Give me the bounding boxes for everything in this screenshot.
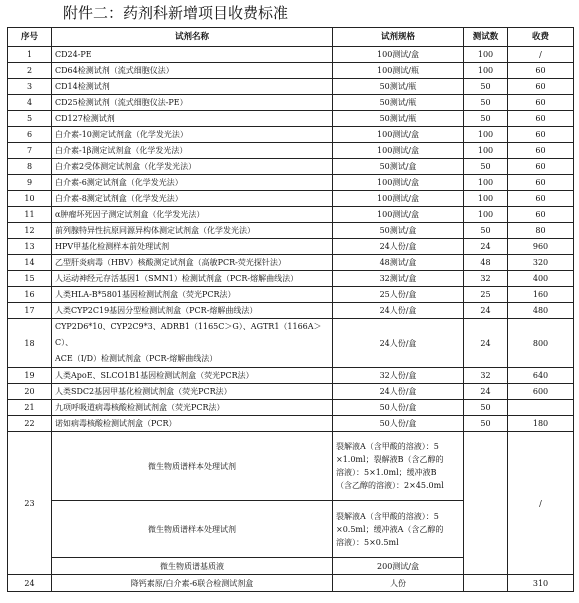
row-number: 16 [8, 287, 52, 303]
row-number: 24 [8, 575, 52, 592]
reagent-name: 人类ApoE、SLCO1B1基因检测试剂盒（荧光PCR法） [52, 368, 333, 384]
test-count: 100 [464, 47, 508, 63]
fee-value: 60 [508, 175, 574, 191]
fee-value: 60 [508, 79, 574, 95]
fee-value: 60 [508, 191, 574, 207]
table-row [8, 223, 574, 239]
reagent-name: 人类HLA-B*5801基因检测试剂盒（荧光PCR法） [52, 287, 333, 303]
reagent-name [52, 319, 333, 368]
reagent-spec-line: ×1.0ml；裂解液B（含乙醇的 [336, 455, 444, 464]
fee-value: / [508, 432, 574, 575]
test-count: 50 [464, 223, 508, 239]
reagent-spec [333, 432, 464, 501]
row-number: 7 [8, 143, 52, 159]
table-row [8, 416, 574, 432]
reagent-spec-line: 裂解液A（含甲酸的溶液）：5 [336, 511, 439, 521]
fee-value: 60 [508, 143, 574, 159]
reagent-name: 白介素-1β测定试剂盒（化学发光法） [52, 143, 333, 159]
reagent-spec-line: 200测试/盒 [377, 561, 419, 571]
test-count: 100 [464, 127, 508, 143]
test-count: 50 [464, 400, 508, 416]
reagent-name: CD14检测试剂 [52, 79, 333, 95]
row-number: 22 [8, 416, 52, 432]
reagent-spec-line: 溶液）：5×0.5ml [336, 537, 399, 547]
table-row [8, 368, 574, 384]
row-number: 14 [8, 255, 52, 271]
test-count: 24 [464, 384, 508, 400]
test-count: 100 [464, 191, 508, 207]
reagent-name: 微生物质谱样本处理试剂 [52, 432, 333, 501]
fee-value: 80 [508, 223, 574, 239]
table-row [8, 79, 574, 95]
reagent-name: CD64检测试剂（流式细胞仪法） [52, 63, 333, 79]
row-number: 2 [8, 63, 52, 79]
table-row [8, 239, 574, 255]
reagent-spec-line: 溶液）：5×1.0ml；缓冲液B [336, 468, 437, 477]
reagent-spec: 50测试/瓶 [333, 111, 464, 127]
test-count [464, 575, 508, 592]
reagent-name: 微生物质谱样本处理试剂 [52, 501, 333, 558]
reagent-name: CD25检测试剂（流式细胞仪法-PE） [52, 95, 333, 111]
test-count: 100 [464, 175, 508, 191]
table-row [8, 95, 574, 111]
fee-value: / [508, 47, 574, 63]
reagent-spec: 100测试/盒 [333, 175, 464, 191]
table-row [8, 303, 574, 319]
row-number: 20 [8, 384, 52, 400]
reagent-spec: 50人份/盒 [333, 416, 464, 432]
test-count: 50 [464, 416, 508, 432]
row-number: 9 [8, 175, 52, 191]
fee-value: 960 [508, 239, 574, 255]
fee-value: 640 [508, 368, 574, 384]
header-name: 试剂名称 [52, 28, 333, 47]
table-row [8, 400, 574, 416]
test-count: 50 [464, 111, 508, 127]
test-count: 48 [464, 255, 508, 271]
row-number: 13 [8, 239, 52, 255]
table-row [8, 432, 574, 501]
reagent-spec: 24人份/盒 [333, 319, 464, 368]
test-count: 50 [464, 159, 508, 175]
reagent-name: 九项呼吸道病毒核酸检测试剂盒（荧光PCR法） [52, 400, 333, 416]
row-number: 17 [8, 303, 52, 319]
table-row [8, 255, 574, 271]
table-row [8, 159, 574, 175]
reagent-name: 前列腺特异性抗原同源异构体测定试剂盒（化学发光法） [52, 223, 333, 239]
table-row [8, 191, 574, 207]
table-row [8, 384, 574, 400]
row-number: 21 [8, 400, 52, 416]
document-title: 附件二：药剂科新增项目收费标准 [63, 4, 289, 22]
reagent-name: 人类SDC2基因甲基化检测试剂盒（荧光PCR法） [52, 384, 333, 400]
table-row [8, 207, 574, 223]
test-count: 100 [464, 207, 508, 223]
header-no: 序号 [8, 28, 52, 47]
table-row [8, 175, 574, 191]
test-count: 24 [464, 303, 508, 319]
fee-value: 160 [508, 287, 574, 303]
reagent-spec: 32测试/盒 [333, 271, 464, 287]
fee-value [508, 400, 574, 416]
reagent-spec: 50测试/瓶 [333, 95, 464, 111]
fee-value: 600 [508, 384, 574, 400]
row-number: 23 [8, 432, 52, 575]
reagent-name: 人类CYP2C19基因分型检测试剂盒（PCR-熔解曲线法） [52, 303, 333, 319]
row-number: 3 [8, 79, 52, 95]
test-count: 50 [464, 95, 508, 111]
fee-value: 60 [508, 111, 574, 127]
reagent-spec: 50测试/瓶 [333, 79, 464, 95]
fee-value: 60 [508, 159, 574, 175]
test-count: 100 [464, 143, 508, 159]
reagent-name: 白介素-8测定试剂盒（化学发光法） [52, 191, 333, 207]
fee-value: 60 [508, 95, 574, 111]
reagent-name: 白介素2受体测定试剂盒（化学发光法） [52, 159, 333, 175]
reagent-spec: 100测试/盒 [333, 207, 464, 223]
table-row [8, 127, 574, 143]
row-number: 18 [8, 319, 52, 368]
reagent-spec: 32人份/盒 [333, 368, 464, 384]
fee-value: 480 [508, 303, 574, 319]
reagent-spec: 24人份/盒 [333, 239, 464, 255]
test-count: 100 [464, 63, 508, 79]
fee-value: 180 [508, 416, 574, 432]
reagent-name: 乙型肝炎病毒（HBV）核酸测定试剂盒（高敏PCR-荧光探针法） [52, 255, 333, 271]
reagent-spec [333, 501, 464, 558]
test-count: 32 [464, 271, 508, 287]
table-row [8, 271, 574, 287]
header-count: 测试数 [464, 28, 508, 47]
reagent-spec: 50测试/盒 [333, 159, 464, 175]
reagent-spec: 100测试/瓶 [333, 63, 464, 79]
row-number: 12 [8, 223, 52, 239]
table-body [8, 47, 574, 592]
test-count: 32 [464, 368, 508, 384]
row-number: 19 [8, 368, 52, 384]
reagent-spec: 100测试/盒 [333, 143, 464, 159]
table-row [8, 575, 574, 592]
reagent-name: CD24-PE [52, 47, 333, 63]
reagent-spec: 25人份/盒 [333, 287, 464, 303]
row-number: 11 [8, 207, 52, 223]
test-count [464, 432, 508, 575]
fee-value: 60 [508, 127, 574, 143]
reagent-spec: 100测试/盒 [333, 127, 464, 143]
reagent-name: 降钙素原/白介素-6联合检测试剂盒 [52, 575, 333, 592]
fee-value: 400 [508, 271, 574, 287]
header-fee: 收费 [508, 28, 574, 47]
reagent-spec: 50人份/盒 [333, 400, 464, 416]
reagent-name: 微生物质谱基质液 [52, 558, 333, 575]
reagent-spec: 24人份/盒 [333, 303, 464, 319]
reagent-spec-line: ×0.5ml；缓冲液A（含乙醇的 [336, 524, 444, 534]
table-row [8, 143, 574, 159]
fee-value: 800 [508, 319, 574, 368]
reagent-name: α肿瘤坏死因子测定试剂盒（化学发光法） [52, 207, 333, 223]
table-row [8, 47, 574, 63]
test-count: 24 [464, 239, 508, 255]
test-count: 24 [464, 319, 508, 368]
table-header-row [8, 28, 574, 47]
reagent-spec: 24人份/盒 [333, 384, 464, 400]
reagent-name: 诺如病毒核酸检测试剂盒（PCR） [52, 416, 333, 432]
reagent-spec: 100测试/盒 [333, 47, 464, 63]
reagent-spec: 50测试/盒 [333, 223, 464, 239]
reagent-name: 白介素-10测定试剂盒（化学发光法） [52, 127, 333, 143]
reagent-spec-line: 裂解液A（含甲酸的溶液）：5 [336, 442, 439, 451]
reagent-name: HPV甲基化检测样本前处理试剂 [52, 239, 333, 255]
reagent-name-line: ACE（I/D）检测试剂盒（PCR-熔解曲线法） [55, 354, 218, 363]
row-number: 8 [8, 159, 52, 175]
row-number: 10 [8, 191, 52, 207]
reagent-name: 人运动神经元存活基因1（SMN1）检测试剂盒（PCR-熔解曲线法） [52, 271, 333, 287]
test-count: 50 [464, 79, 508, 95]
test-count: 25 [464, 287, 508, 303]
table-row [8, 287, 574, 303]
reagent-spec: 48测试/盒 [333, 255, 464, 271]
row-number: 15 [8, 271, 52, 287]
fee-table [7, 27, 574, 592]
fee-value: 60 [508, 207, 574, 223]
row-number: 4 [8, 95, 52, 111]
reagent-spec [333, 558, 464, 575]
row-number: 5 [8, 111, 52, 127]
table-row [8, 111, 574, 127]
reagent-spec: 人份 [333, 575, 464, 592]
reagent-spec: 100测试/盒 [333, 191, 464, 207]
fee-value: 310 [508, 575, 574, 592]
reagent-name: 白介素-6测定试剂盒（化学发光法） [52, 175, 333, 191]
header-spec: 试剂规格 [333, 28, 464, 47]
fee-value: 60 [508, 63, 574, 79]
reagent-name-line: CYP2D6*10、CYP2C9*3、ADRB1（1165C＞G）、AGTR1（1166A＞C）、 [55, 322, 322, 347]
table-row [8, 319, 574, 368]
row-number: 1 [8, 47, 52, 63]
reagent-name: CD127检测试剂 [52, 111, 333, 127]
fee-value: 320 [508, 255, 574, 271]
table-row [8, 63, 574, 79]
row-number: 6 [8, 127, 52, 143]
reagent-spec-line: （含乙醇的溶液）：2×45.0ml [336, 481, 444, 490]
